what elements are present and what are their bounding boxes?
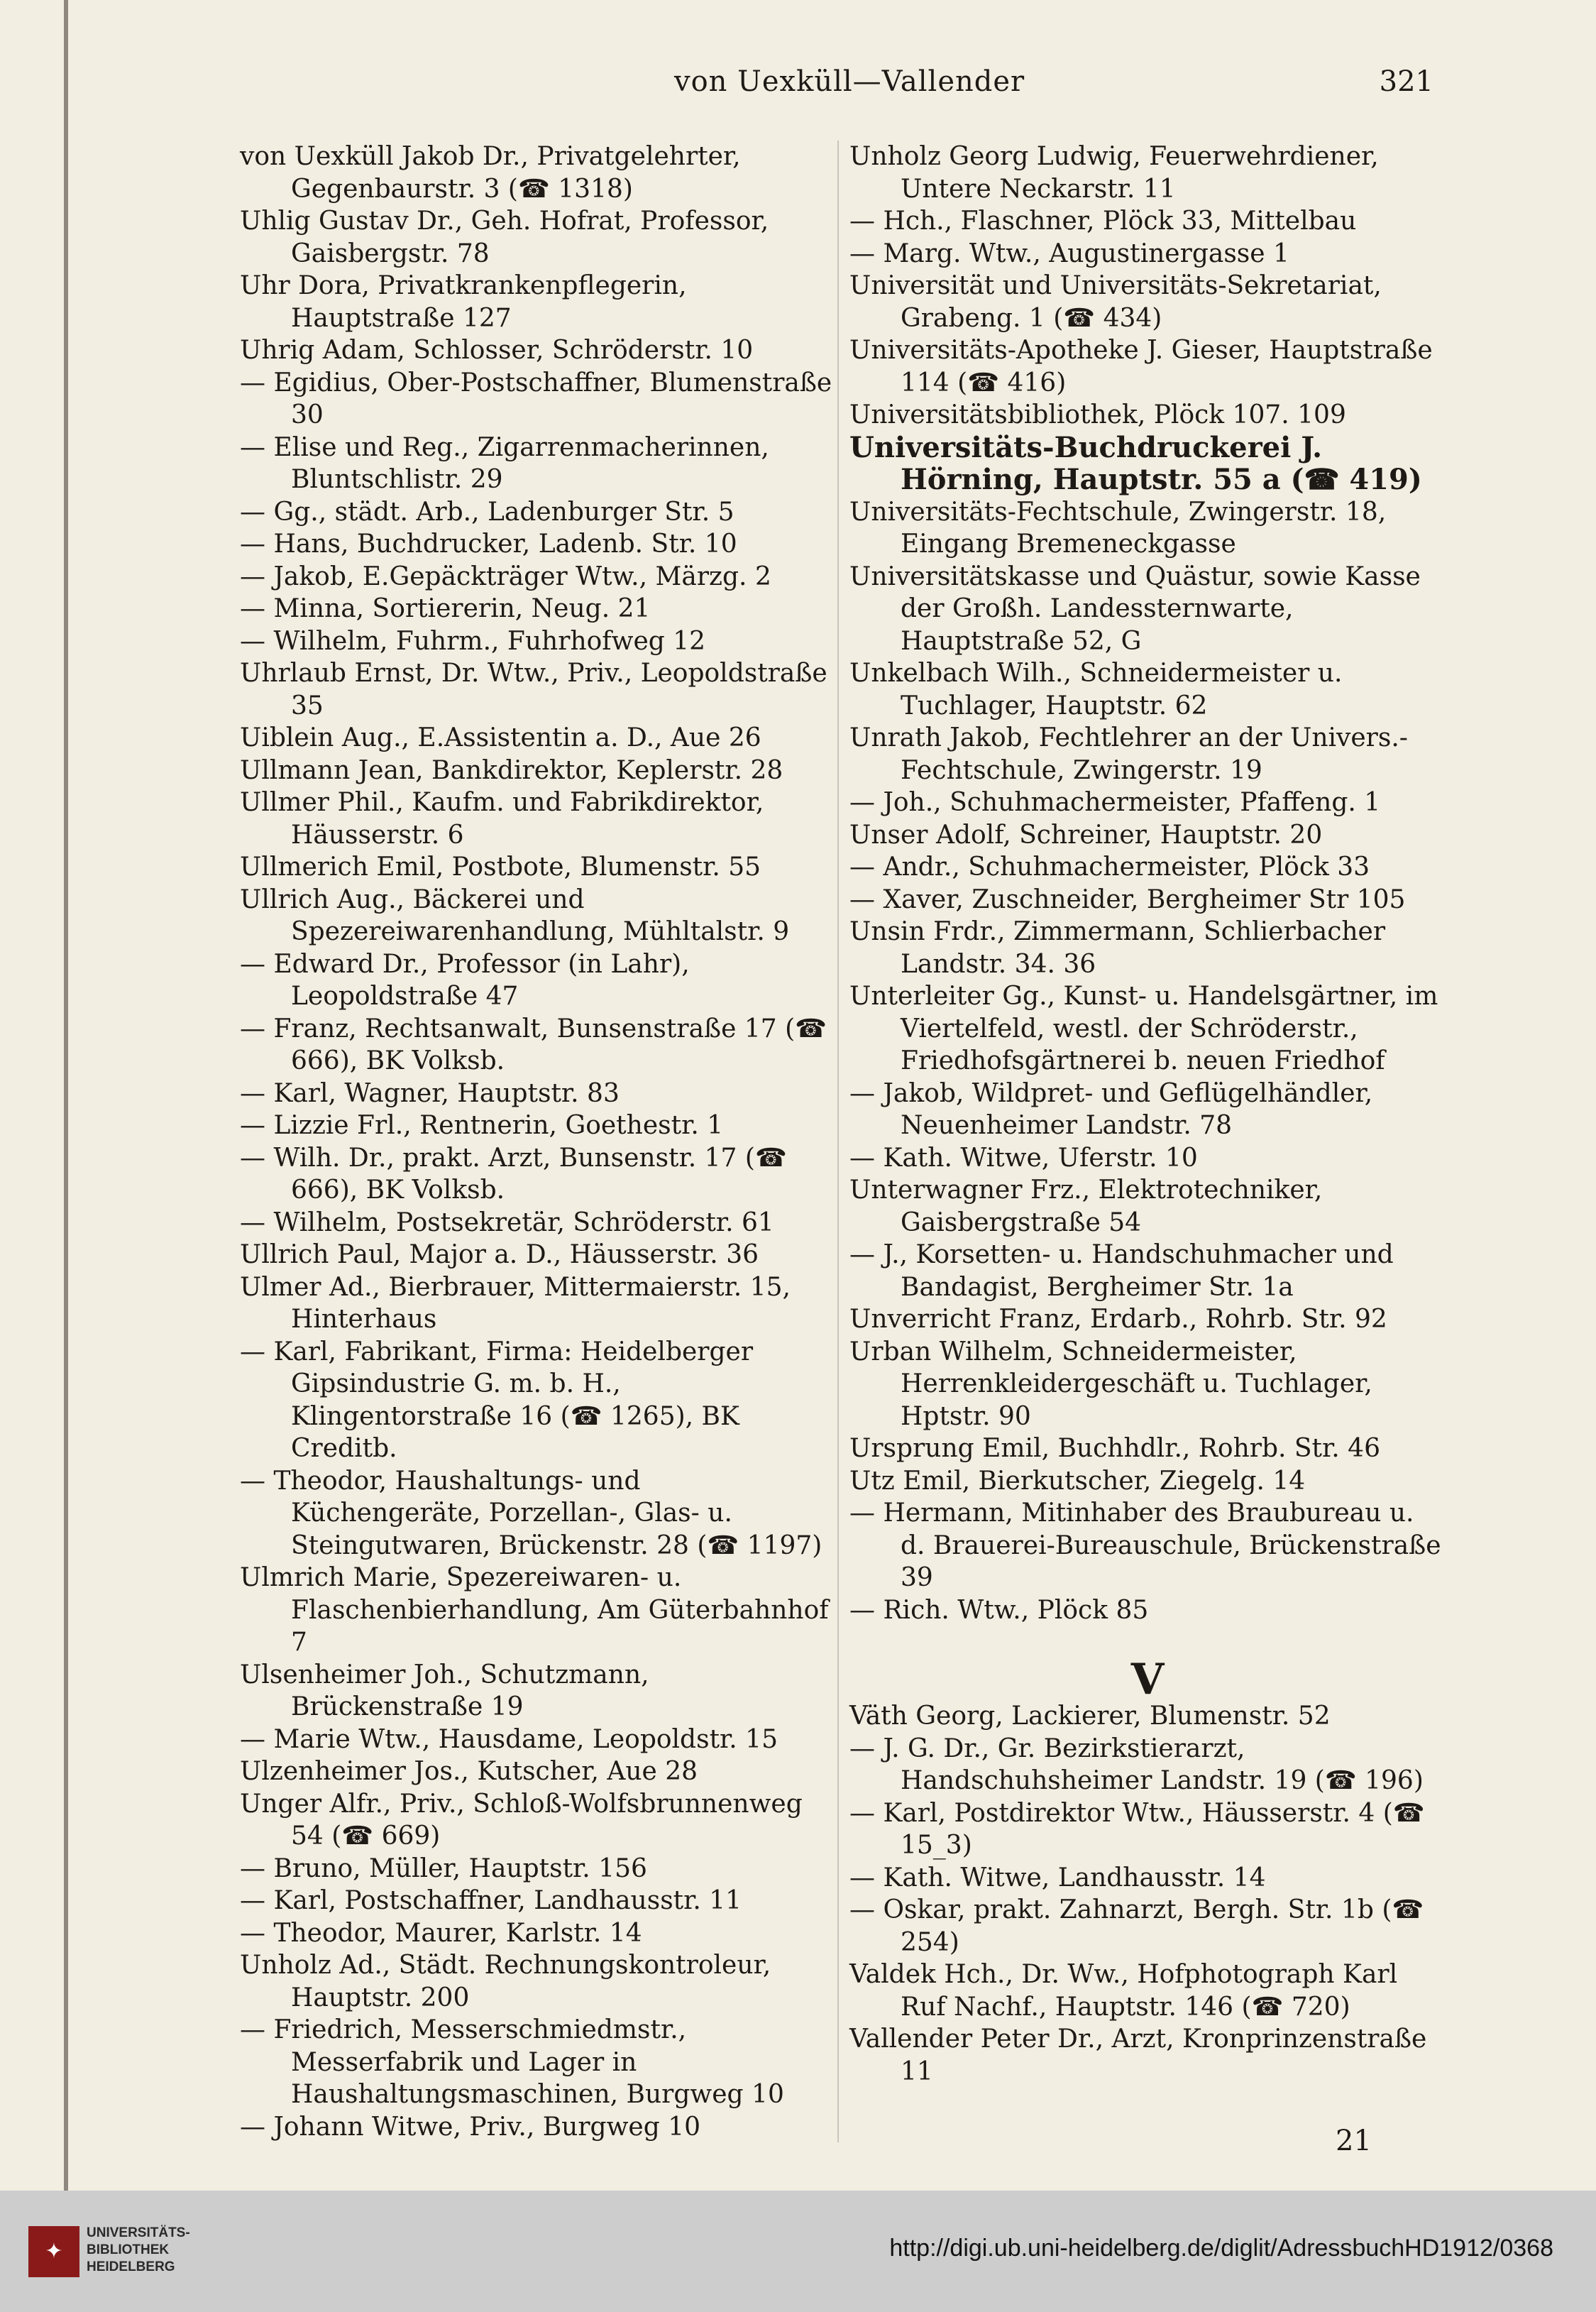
library-name-line3: HEIDELBERG bbox=[87, 2259, 175, 2274]
entry: — Joh., Schuhmachermeister, Pfaffeng. 1 bbox=[849, 788, 1381, 817]
entry: — Egidius, Ober-Postschaffner, Blumenstraße 30 bbox=[240, 368, 832, 429]
library-name-line1: UNIVERSITÄTS- bbox=[87, 2225, 190, 2240]
entry: — Andr., Schuhmachermeister, Plöck 33 bbox=[849, 853, 1370, 882]
entry: Universitäts-Fechtschule, Zwingerstr. 18, Eingang Bremeneckgasse bbox=[849, 497, 1387, 559]
entry: — Wilhelm, Fuhrm., Fuhrhofweg 12 bbox=[240, 626, 706, 656]
entry: — Rich. Wtw., Plöck 85 bbox=[849, 1595, 1149, 1625]
digitization-footer bbox=[0, 2191, 1596, 2312]
entry: Unterwagner Frz., Elektrotechniker, Gaisbergstraße 54 bbox=[849, 1176, 1323, 1237]
entry: — Bruno, Müller, Hauptstr. 156 bbox=[240, 1853, 647, 1883]
entry: Unverricht Franz, Erdarb., Rohrb. Str. 92 bbox=[849, 1305, 1387, 1334]
library-name-line2: BIBLIOTHEK bbox=[87, 2242, 170, 2257]
entry: Väth Georg, Lackierer, Blumenstr. 52 bbox=[849, 1702, 1331, 1731]
entry: Universität und Universitäts-Sekretariat, Grabeng. 1 (☎ 434) bbox=[849, 271, 1382, 333]
entry: Ulmer Ad., Bierbrauer, Mittermaierstr. 15, Hinterhaus bbox=[240, 1272, 791, 1334]
page-header bbox=[234, 65, 1433, 108]
entry: Uhr Dora, Privatkrankenpflegerin, Hauptstraße 127 bbox=[240, 271, 687, 333]
entry: — Friedrich, Messerschmiedmstr., Messerfabrik und Lager in Haushaltungsmaschinen, Burgweg 10 bbox=[240, 2015, 784, 2109]
signature-mark: 21 bbox=[1336, 2125, 1372, 2157]
entry: — Jakob, E.Gepäckträger Wtw., Märzg. 2 bbox=[240, 561, 771, 591]
entry: Unholz Georg Ludwig, Feuerwehrdiener, Untere Neckarstr. 11 bbox=[849, 142, 1379, 204]
entry: — Karl, Fabrikant, Firma: Heidelberger Gipsindustrie G. m. b. H., Klingentorstraße 16 (☎ 1265), BK Creditb. bbox=[240, 1337, 754, 1463]
column-divider bbox=[837, 141, 839, 2142]
page-number: 321 bbox=[1379, 65, 1433, 98]
binding-edge bbox=[64, 0, 68, 2191]
entry: Uhrig Adam, Schlosser, Schröderstr. 10 bbox=[240, 336, 754, 365]
entry: — Karl, Postdirektor Wtw., Häusserstr. 4 (☎ 15_3) bbox=[849, 1798, 1425, 1860]
entry: Ullmerich Emil, Postbote, Blumenstr. 55 bbox=[240, 853, 761, 882]
entry: Unrath Jakob, Fechtlehrer an der Univers.-Fechtschule, Zwingerstr. 19 bbox=[849, 723, 1408, 785]
entry: — J., Korsetten- u. Handschuhmacher und Bandagist, Bergheimer Str. 1a bbox=[849, 1240, 1394, 1302]
entry: Unger Alfr., Priv., Schloß-Wolfsbrunnenweg 54 (☎ 669) bbox=[240, 1789, 803, 1851]
entry: — Xaver, Zuschneider, Bergheimer Str 105 bbox=[849, 884, 1406, 914]
library-name bbox=[87, 2225, 190, 2276]
entry: Uhrlaub Ernst, Dr. Wtw., Priv., Leopoldstraße 35 bbox=[240, 659, 827, 721]
entry: Universitätsbibliothek, Plöck 107. 109 bbox=[849, 400, 1346, 429]
entry: — Oskar, prakt. Zahnarzt, Bergh. Str. 1b (☎ 254) bbox=[849, 1895, 1424, 1957]
entry: — Marg. Wtw., Augustinergasse 1 bbox=[849, 239, 1289, 268]
section-letter: V bbox=[1130, 1655, 1165, 1704]
right-column bbox=[849, 141, 1446, 2088]
entry: — Karl, Postschaffner, Landhausstr. 11 bbox=[240, 1886, 742, 1915]
entry: Unkelbach Wilh., Schneidermeister u. Tuchlager, Hauptstr. 62 bbox=[849, 659, 1343, 721]
entry: — Marie Wtw., Hausdame, Leopoldstr. 15 bbox=[240, 1724, 778, 1754]
entry: Ulsenheimer Joh., Schutzmann, Brückenstraße 19 bbox=[240, 1660, 649, 1721]
entry: Ullmer Phil., Kaufm. und Fabrikdirektor, Häusserstr. 6 bbox=[240, 788, 764, 850]
permalink-url[interactable]: http://digi.ub.uni-heidelberg.de/diglit/AdressbuchHD1912/0368 bbox=[889, 2235, 1553, 2262]
left-column bbox=[240, 141, 836, 2143]
entry: Ullrich Aug., Bäckerei und Spezereiwarenhandlung, Mühltalstr. 9 bbox=[240, 884, 790, 946]
entry: — Lizzie Frl., Rentnerin, Goethestr. 1 bbox=[240, 1111, 724, 1140]
entry: — J. G. Dr., Gr. Bezirkstierarzt, Handschuhsheimer Landstr. 19 (☎ 196) bbox=[849, 1733, 1424, 1795]
entry: Unterleiter Gg., Kunst- u. Handelsgärtner, im Viertelfeld, westl. der Schröderstr., Friedhofsgärtnerei b. neuen Friedhof bbox=[849, 982, 1438, 1075]
entry: — Kath. Witwe, Uferstr. 10 bbox=[849, 1143, 1198, 1173]
entry: — Hch., Flaschner, Plöck 33, Mittelbau bbox=[849, 207, 1357, 236]
entry: Uhlig Gustav Dr., Geh. Hofrat, Professor, Gaisbergstr. 78 bbox=[240, 207, 769, 268]
entry: Utz Emil, Bierkutscher, Ziegelg. 14 bbox=[849, 1466, 1306, 1496]
entry: Ullrich Paul, Major a. D., Häusserstr. 36 bbox=[240, 1240, 759, 1269]
entry: — Edward Dr., Professor (in Lahr), Leopoldstraße 47 bbox=[240, 949, 690, 1011]
entry: Unholz Ad., Städt. Rechnungskontroleur, Hauptstr. 200 bbox=[240, 1951, 771, 2012]
entry: — Hans, Buchdrucker, Ladenb. Str. 10 bbox=[240, 530, 737, 559]
entry: Vallender Peter Dr., Arzt, Kronprinzenstraße 11 bbox=[849, 2025, 1427, 2086]
entry: — Gg., städt. Arb., Ladenburger Str. 5 bbox=[240, 497, 734, 527]
entry: Valdek Hch., Dr. Ww., Hofphotograph Karl Ruf Nachf., Hauptstr. 146 (☎ 720) bbox=[849, 1960, 1398, 2022]
entry: Ulmrich Marie, Spezereiwaren- u. Flaschenbierhandlung, Am Güterbahnhof 7 bbox=[240, 1563, 829, 1657]
entry: — Kath. Witwe, Landhausstr. 14 bbox=[849, 1863, 1266, 1892]
entry: — Karl, Wagner, Hauptstr. 83 bbox=[240, 1078, 620, 1108]
entry: Universitätskasse und Quästur, sowie Kasse der Großh. Landessternwarte, Hauptstraße 52, G bbox=[849, 561, 1421, 656]
entry: — Franz, Rechtsanwalt, Bunsenstraße 17 (☎ 666), BK Volksb. bbox=[240, 1014, 827, 1075]
entry: — Minna, Sortiererin, Neug. 21 bbox=[240, 594, 651, 623]
entry: Uiblein Aug., E.Assistentin a. D., Aue 26 bbox=[240, 723, 761, 752]
entry: — Jakob, Wildpret- und Geflügelhändler, Neuenheimer Landstr. 78 bbox=[849, 1078, 1373, 1140]
entry: — Wilhelm, Postsekretär, Schröderstr. 61 bbox=[240, 1207, 774, 1237]
entry: — Hermann, Mitinhaber des Braubureau u. d. Brauerei-Bureauschule, Brückenstraße 39 bbox=[849, 1499, 1441, 1592]
entry: Ursprung Emil, Buchhdlr., Rohrb. Str. 46 bbox=[849, 1434, 1380, 1463]
entry: — Theodor, Haushaltungs- und Küchengeräte, Porzellan-, Glas- u. Steingutwaren, Brückenstr. 28 (☎ 1197) bbox=[240, 1466, 822, 1560]
entry: — Johann Witwe, Priv., Burgweg 10 bbox=[240, 2112, 701, 2142]
entry: Unsin Frdr., Zimmermann, Schlierbacher Landstr. 34. 36 bbox=[849, 917, 1386, 979]
library-logo-icon: ✦ bbox=[28, 2226, 79, 2277]
advertisement-entry: Universitäts-Buchdruckerei J. Hörning, Hauptstr. 55 a (☎ 419) bbox=[849, 430, 1422, 496]
entry: Universitäts-Apotheke J. Gieser, Hauptstraße 114 (☎ 416) bbox=[849, 336, 1433, 398]
running-title: von Uexküll—Vallender bbox=[674, 65, 1025, 98]
entry: — Theodor, Maurer, Karlstr. 14 bbox=[240, 1918, 642, 1948]
entry: — Elise und Reg., Zigarrenmacherinnen, Bluntschlistr. 29 bbox=[240, 432, 769, 494]
entry: von Uexküll Jakob Dr., Privatgelehrter, Gegenbaurstr. 3 (☎ 1318) bbox=[240, 142, 741, 204]
entry: Ulzenheimer Jos., Kutscher, Aue 28 bbox=[240, 1757, 698, 1786]
entry: Unser Adolf, Schreiner, Hauptstr. 20 bbox=[849, 820, 1323, 850]
entry: Urban Wilhelm, Schneidermeister, Herrenkleidergeschäft u. Tuchlager, Hptstr. 90 bbox=[849, 1337, 1372, 1431]
entry: Ullmann Jean, Bankdirektor, Keplerstr. 28 bbox=[240, 755, 783, 785]
entry: — Wilh. Dr., prakt. Arzt, Bunsenstr. 17 (☎ 666), BK Volksb. bbox=[240, 1143, 787, 1205]
